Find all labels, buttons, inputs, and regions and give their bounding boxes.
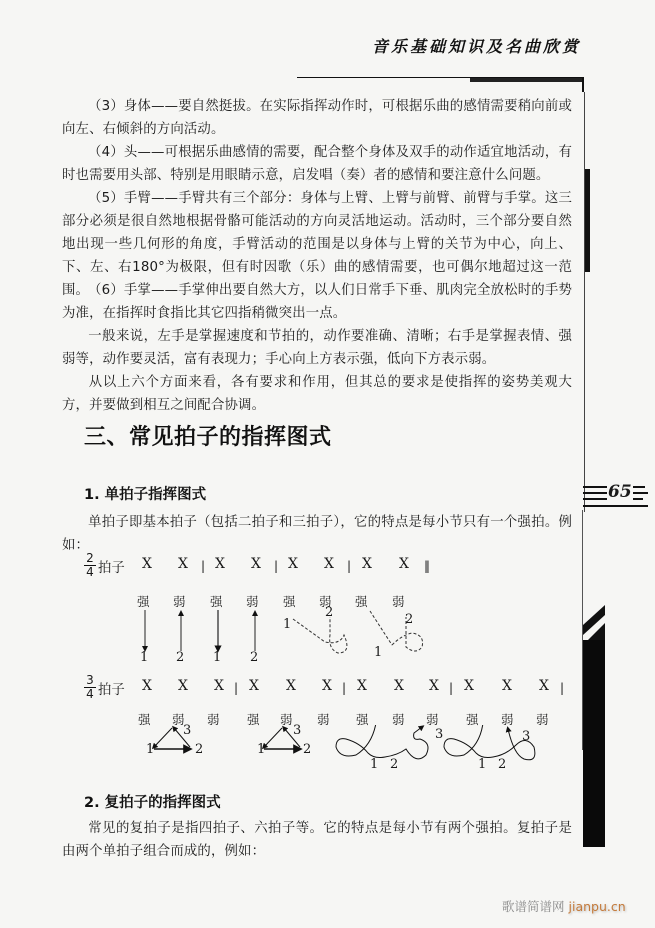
time-sig-denominator: 4 bbox=[86, 565, 94, 579]
beat: X bbox=[178, 678, 188, 694]
paragraph-body bbox=[62, 96, 572, 142]
header-rule-corner bbox=[582, 77, 584, 92]
paragraph-compound-meter-intro bbox=[62, 818, 572, 864]
side-rule bbox=[584, 92, 585, 512]
beat-number: 2 bbox=[325, 605, 334, 620]
accent-strong: 强 bbox=[283, 594, 296, 609]
tab-line bbox=[583, 505, 648, 507]
accent-weak: 弱 bbox=[501, 712, 514, 727]
beat-number: 3 bbox=[522, 729, 531, 744]
conducting-diagram-2-4 bbox=[130, 605, 430, 665]
accent-weak: 弱 bbox=[280, 712, 293, 727]
meter-row-2-4 bbox=[84, 553, 444, 581]
accent-weak: 弱 bbox=[536, 712, 549, 727]
beat: X bbox=[288, 556, 298, 572]
paragraph-text: 要自然挺拔。在实际指挥动作时，可根据乐曲的感情需要稍向前或向左、右倾斜的方向活动。 bbox=[62, 99, 572, 137]
beat: X bbox=[142, 678, 152, 694]
beat: X bbox=[539, 678, 549, 694]
paragraph-text: 可根据乐曲感情的需要，配合整个身体及双手的动作适宜地活动，有时也需要用头部、特别是用眼睛示意，启发唱（奏）者的感情和要注意什么问题。 bbox=[62, 145, 572, 183]
page-number: 65 bbox=[608, 482, 632, 502]
beat: X bbox=[249, 678, 259, 694]
beat: X bbox=[322, 678, 332, 694]
beat: X bbox=[362, 556, 372, 572]
beat: X bbox=[214, 678, 224, 694]
beat-number: 1 bbox=[257, 742, 266, 757]
paragraph-lead: （5）手臂—— bbox=[88, 191, 179, 206]
accent-weak: 弱 bbox=[392, 712, 405, 727]
paragraph-text: 手掌伸出要自然大方，以人们日常手下垂、肌肉完全放松时的手势为准，在指挥时食指比其它四指稍微突出一点。 bbox=[62, 283, 572, 321]
barline: | bbox=[560, 681, 565, 695]
beat-number: 2 bbox=[176, 650, 185, 665]
paragraph-lead: （3）身体—— bbox=[88, 99, 179, 114]
running-title: 音乐基础知识及名曲欣赏 bbox=[372, 37, 582, 56]
beat-number: 2 bbox=[405, 612, 414, 627]
paragraph-text: 常见的复拍子是指四拍子、六拍子等。它的特点是每小节有两个强拍。复拍子是由两个单拍子组合而成的，例如： bbox=[62, 821, 572, 859]
watermark-url: jianpu.cn bbox=[568, 899, 626, 914]
accent-weak: 弱 bbox=[207, 712, 220, 727]
time-signature-2-4 bbox=[84, 553, 96, 578]
accent-strong: 强 bbox=[247, 712, 260, 727]
paragraph-palm bbox=[62, 280, 572, 326]
beat: X bbox=[286, 678, 296, 694]
paragraph-text: 手臂共有三个部分：身体与上臂、上臂与前臂、前臂与手掌。这三部分必须是很自然地根据骨骼可能活动的方向灵活地运动。活动时，三个部分要自然地出现一些几何形的角度，手臂活动的范围是以身体与上臂的关节为中心，向上、下、左、右180°为极限，但有时因歌（乐）曲的感情需要，也可偶尔地超过这一范围。 bbox=[62, 191, 572, 298]
accent-weak: 弱 bbox=[173, 594, 186, 609]
beat-number: 2 bbox=[390, 757, 399, 772]
beat-number: 3 bbox=[435, 727, 444, 742]
time-signature-3-4 bbox=[84, 675, 96, 700]
conducting-diagram-3-4 bbox=[150, 725, 570, 780]
beat-number: 3 bbox=[293, 723, 302, 738]
paragraph-text: 从以上六个方面来看，各有要求和作用，但其总的要求是使指挥的姿势美观大方，并要做到相互之间配合协调。 bbox=[62, 375, 572, 413]
paragraph-head bbox=[62, 142, 572, 188]
beat-number: 2 bbox=[303, 742, 312, 757]
paragraph-hands bbox=[62, 326, 572, 372]
accent-weak: 弱 bbox=[317, 712, 330, 727]
beat-number: 2 bbox=[250, 650, 259, 665]
beat: X bbox=[464, 678, 474, 694]
paragraph-lead: （4）头—— bbox=[88, 145, 165, 160]
accent-strong: 强 bbox=[466, 712, 479, 727]
beat-number: 1 bbox=[213, 650, 222, 665]
beat-number: 1 bbox=[283, 617, 292, 632]
barline: | bbox=[347, 559, 352, 573]
accent-strong: 强 bbox=[210, 594, 223, 609]
beat: X bbox=[324, 556, 334, 572]
beat-number: 1 bbox=[146, 742, 155, 757]
page-number-tab bbox=[583, 484, 655, 514]
time-sig-numerator: 2 bbox=[86, 551, 94, 565]
paragraph-text: 一般来说，左手是掌握速度和节拍的，动作要准确、清晰；右手是掌握表情、强弱等，动作要灵活，富有表现力；手心向上方表示强，低向下方表示弱。 bbox=[62, 329, 572, 367]
accent-weak: 弱 bbox=[246, 594, 259, 609]
black-side-bar bbox=[583, 640, 605, 847]
beat-number: 2 bbox=[195, 742, 204, 757]
paragraph-summary bbox=[62, 372, 572, 418]
meter-label: 拍子 bbox=[98, 561, 125, 576]
beat: X bbox=[215, 556, 225, 572]
barline: | bbox=[274, 559, 279, 573]
barline: | bbox=[234, 681, 239, 695]
beat-number: 2 bbox=[498, 757, 507, 772]
barline: | bbox=[449, 681, 454, 695]
subsection-title-simple-meter: 1. 单拍子指挥图式 bbox=[84, 487, 207, 503]
accent-weak: 弱 bbox=[172, 712, 185, 727]
header-rule-thick bbox=[470, 78, 582, 82]
paragraph-lead: （6）手掌—— bbox=[88, 283, 179, 298]
paragraph-simple-meter-intro bbox=[62, 512, 572, 558]
meter-label: 拍子 bbox=[98, 683, 125, 698]
accent-weak: 弱 bbox=[426, 712, 439, 727]
accent-strong: 强 bbox=[138, 712, 151, 727]
beat: X bbox=[502, 678, 512, 694]
accent-weak: 弱 bbox=[392, 594, 405, 609]
barline: | bbox=[342, 681, 347, 695]
beat: X bbox=[178, 556, 188, 572]
beat: X bbox=[429, 678, 439, 694]
barline: | bbox=[201, 559, 206, 573]
beat-number: 1 bbox=[370, 757, 379, 772]
time-sig-numerator: 3 bbox=[86, 673, 94, 687]
beat: X bbox=[357, 678, 367, 694]
beat-number: 1 bbox=[374, 645, 383, 660]
beat-number: 1 bbox=[478, 757, 487, 772]
accent-weak: 弱 bbox=[319, 594, 332, 609]
accent-strong: 强 bbox=[355, 594, 368, 609]
watermark-cn: 歌谱简谱网 bbox=[502, 899, 565, 914]
subsection-title-compound-meter: 2. 复拍子的指挥图式 bbox=[84, 795, 221, 811]
watermark bbox=[502, 897, 626, 915]
beat: X bbox=[251, 556, 261, 572]
beat: X bbox=[394, 678, 404, 694]
final-barline: ‖ bbox=[424, 559, 430, 573]
meter-row-3-4 bbox=[84, 675, 574, 703]
accent-strong: 强 bbox=[137, 594, 150, 609]
time-sig-denominator: 4 bbox=[86, 687, 94, 701]
side-bar-thick bbox=[585, 169, 590, 272]
beat: X bbox=[142, 556, 152, 572]
accent-strong: 强 bbox=[356, 712, 369, 727]
beat-number: 3 bbox=[183, 723, 192, 738]
section-title: 三、常见拍子的指挥图式 bbox=[84, 425, 332, 450]
beat: X bbox=[399, 556, 409, 572]
paragraph-text: 单拍子即基本拍子（包括二拍子和三拍子），它的特点是每小节只有一个强拍。例如： bbox=[62, 515, 572, 553]
beat-number: 1 bbox=[140, 650, 149, 665]
